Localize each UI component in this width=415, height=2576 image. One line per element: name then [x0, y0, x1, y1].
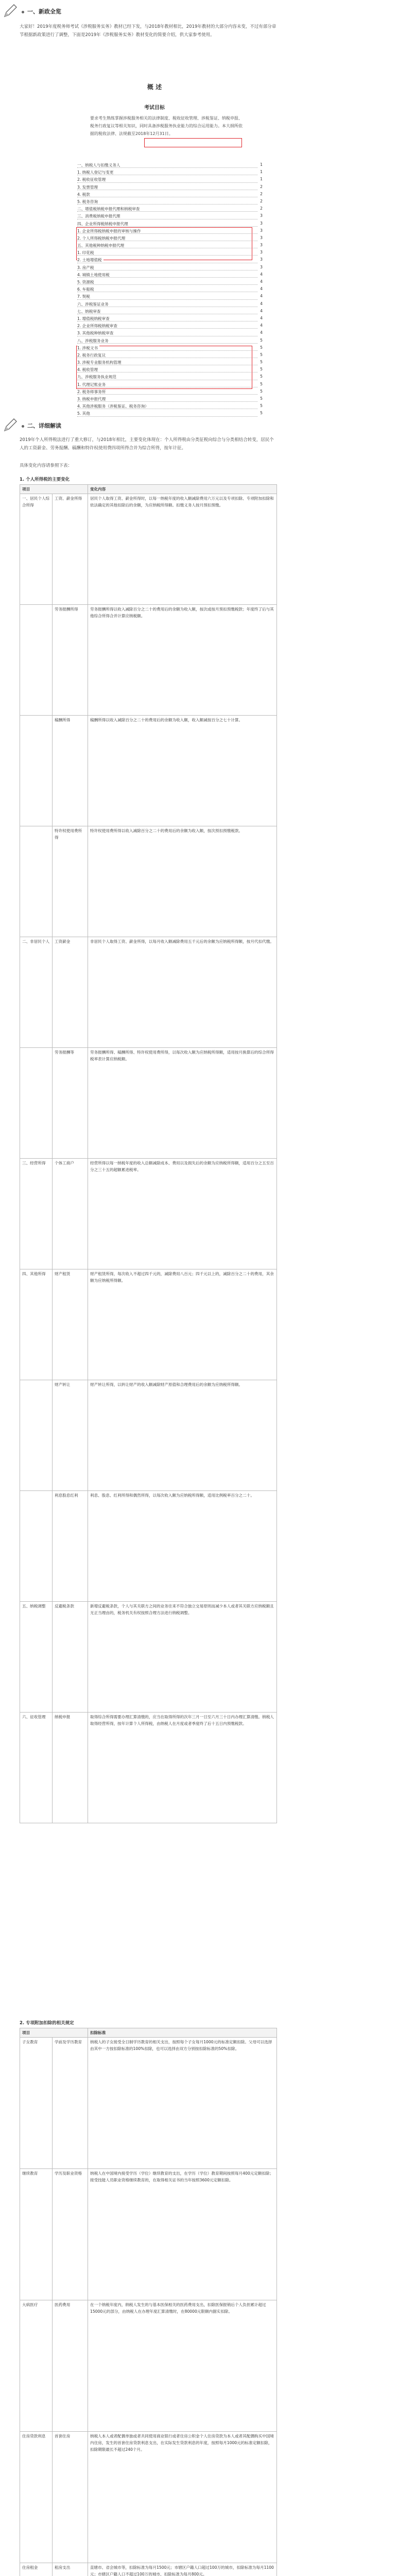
syllabus-item-page: 3: [260, 228, 263, 233]
syllabus-item: [77, 309, 273, 316]
syllabus-item-page: 2: [260, 198, 263, 204]
syllabus-item-page: 4: [260, 330, 263, 335]
row-subcategory: 财产转让: [53, 1380, 88, 1491]
row-description: 新增反避税条款，个人与其关联方之间的业务往来不符合独立交易原则而减少本人或者其关联方应纳税额且无正当理由的，税务机关有权按照合理方法进行纳税调整。: [88, 1602, 277, 1713]
syllabus-item: [77, 265, 273, 272]
row-category: 一、居民个人综合所得: [20, 494, 53, 605]
syllabus-item: [77, 177, 273, 184]
syllabus-item-page: 5: [260, 411, 263, 416]
row-category: [20, 1491, 53, 1602]
syllabus-item-text: 1. 代理记账业务: [77, 382, 107, 387]
row-category: 四、其他所得: [20, 1269, 53, 1380]
syllabus-item: [77, 206, 273, 213]
table-row: [20, 937, 277, 1048]
row-category: [20, 1048, 53, 1159]
syllabus-item-page: 3: [260, 250, 263, 255]
syllabus-item: [77, 272, 273, 279]
row-subcategory: 学前及学历教育: [53, 2038, 88, 2169]
row-description: 取得综合所得需要办理汇算清缴的，应当在取得所得的次年三月一日至六月三十日内办理汇算清缴。纳税人取得经营所得，按年计算个人所得税，由纳税人在月度或者季度终了后十五日内预缴税款。: [88, 1713, 277, 1823]
syllabus-item-page: 5: [260, 345, 263, 350]
row-subcategory: 稿酬所得: [53, 716, 88, 826]
syllabus-item-text: 1. 企业所得税纳税申报的审核与操作: [77, 229, 143, 233]
row-description: 特许权使用费所得以收入减除百分之二十的费用后的余额为收入额，按次预扣预缴税款。: [88, 826, 277, 937]
table-row: [20, 1269, 277, 1380]
syllabus-item-page: 2: [260, 206, 263, 211]
section-title-1-text: 一、新政全览: [27, 8, 61, 15]
row-description: 在一个纳税年度内，纳税人发生的与基本医保相关的医药费用支出，扣除医保报销后个人负担累计超过15000元的部分，由纳税人在办理年度汇算清缴时，在80000元限额内据实扣除。: [88, 2300, 277, 2432]
table1-title: 1. 个人所得税的主要变化: [20, 477, 70, 482]
leader-dots: [77, 182, 257, 183]
syllabus-item-text: 6. 车船税: [77, 287, 95, 292]
syllabus-paragraph: 要求考生熟练掌握涉税服务相关的法律制度、税收征收管理、涉税鉴证、纳税申报、税务行政复议等相关知识，同时具备涉税服务执业能力的综合运用能力。本大纲所依据的税收法律、法规截至2018年12月31日。: [90, 116, 243, 136]
row-category: [20, 826, 53, 937]
syllabus-item-page: 4: [260, 308, 263, 313]
row-category: 继续教育: [20, 2169, 53, 2300]
row-description: 非居民个人取得工资、薪金所得，以每月收入额减除费用五千元后的余额为应纳税所得额，按月代扣代缴。: [88, 937, 277, 1048]
table-row: [20, 1602, 277, 1713]
syllabus-item-text: 5. 税务咨询: [77, 199, 99, 204]
leader-dots: [77, 277, 257, 278]
table2-title: 2. 专项附加扣除的相关规定: [20, 2021, 74, 2026]
syllabus-item-text: 二、增值税纳税申报代理和纳税审查: [77, 207, 142, 211]
leader-dots: [77, 328, 257, 329]
syllabus-item: [77, 301, 273, 309]
column-header-item: 项目: [20, 2028, 88, 2038]
syllabus-item-text: 六、涉税鉴证业务: [77, 302, 110, 307]
section-title-1: [22, 7, 61, 15]
syllabus-item-page: 4: [260, 286, 263, 292]
syllabus-item-page: 1: [260, 170, 263, 175]
table-row: [20, 1713, 277, 1823]
syllabus-item-text: 3. 其他税种纳税审查: [77, 331, 115, 335]
syllabus-item-text: 九、涉税服务执业规范: [77, 375, 118, 379]
syllabus-item-page: 4: [260, 294, 263, 299]
syllabus-item-page: 3: [260, 257, 263, 262]
row-category: 三、经营所得: [20, 1159, 53, 1269]
syllabus-item-page: 3: [260, 264, 263, 269]
syllabus-item: [77, 199, 273, 206]
syllabus-item-text: 八、涉税服务业务: [77, 338, 110, 343]
row-category: 住房贷款利息: [20, 2432, 53, 2563]
income-tax-table: [20, 484, 277, 1823]
row-description: 财产租赁所得，每次收入不超过四千元的，减除费用八百元；四千元以上的，减除百分之二十的费用，其余额为应纳税所得额。: [88, 1269, 277, 1380]
highlight-box: [144, 138, 242, 147]
row-subcategory: 学历及职业资格: [53, 2169, 88, 2300]
row-description: 稿酬所得以收入减除百分之二十的费用后的余额为收入额，收入额减按百分之七十计算。: [88, 716, 277, 826]
row-description: 纳税人本人或者配偶单独或者共同使用商业银行或者住房公积金个人住房贷款为本人或者其配偶购买中国境内住房，发生的首套住房贷款利息支出，在实际发生贷款利息的年度，按照每月1000元的标准定额扣除，扣除期限最长不超过240个月。: [88, 2432, 277, 2563]
syllabus-item-text: 3. 纳税申报代理: [77, 397, 107, 401]
row-subcategory: 利息股息红利: [53, 1491, 88, 1602]
row-category: 住房租金: [20, 2563, 53, 2576]
syllabus-item-text: 5. 资源税: [77, 280, 95, 284]
syllabus-item-text: 1. 纳税人登记与变更: [77, 170, 115, 175]
row-subcategory: 反避税条款: [53, 1602, 88, 1713]
syllabus-item-text: 2. 税务行政复议: [77, 353, 107, 358]
syllabus-item-page: 5: [260, 388, 263, 394]
syllabus-item-page: 5: [260, 374, 263, 379]
syllabus-item: [77, 279, 273, 286]
pencil-icon: [2, 2, 19, 20]
column-header-standard: 扣除标准: [88, 2028, 277, 2038]
syllabus-item-page: 4: [260, 301, 263, 306]
syllabus-item-page: 5: [260, 367, 263, 372]
syllabus-item-text: 2. 税务师事务所: [77, 389, 107, 394]
row-description: 劳务报酬所得以收入减除百分之二十的费用后的余额为收入额，按次或按月预扣预缴税款；年度终了后与其他综合所得合并计算应纳税额。: [88, 605, 277, 716]
row-subcategory: 工资薪金: [53, 937, 88, 1048]
syllabus-item-text: 4. 其他涉税服务（涉税鉴证、税务咨询）: [77, 404, 150, 409]
leader-dots: [77, 416, 257, 417]
row-category: 六、征收管理: [20, 1713, 53, 1823]
table-row: [20, 2169, 277, 2300]
syllabus-item: [77, 396, 273, 403]
section-title-2: [22, 421, 61, 430]
syllabus-item-text: 七、纳税审查: [77, 309, 102, 314]
row-category: 子女教育: [20, 2038, 53, 2169]
row-description: 利息、股息、红利所得和偶然所得，以每次收入额为应纳税所得额，适用比例税率百分之二十。: [88, 1491, 277, 1602]
syllabus-item: [77, 330, 273, 337]
detail-paragraph-1: 2019年个人所得税法进行了重大修订，与2018年相比，主要变化体现在：个人所得税由分类征税向综合与分类相结合转变，居民个人的工资薪金、劳务报酬、稿酬和特许权使用费四项所得合并为综合所得，按年计征。: [20, 437, 274, 451]
syllabus-item-page: 4: [260, 323, 263, 328]
leader-dots: [77, 167, 257, 168]
leader-dots: [77, 394, 257, 395]
syllabus-item-text: 2. 税收征收管理: [77, 177, 107, 182]
syllabus-item-text: 7. 契税: [77, 294, 92, 299]
table-row: [20, 494, 277, 605]
row-description: 劳务报酬所得、稿酬所得、特许权使用费所得，以每次收入额为应纳税所得额，适用按月换算后的综合所得税率表计算应纳税额。: [88, 1048, 277, 1159]
row-subcategory: 首套住房: [53, 2432, 88, 2563]
syllabus-item: [77, 338, 273, 345]
detail-paragraph-2: 具体变化内容请参照下表：: [20, 463, 73, 468]
syllabus-item-text: 5. 其他: [77, 411, 92, 416]
section-title-2-text: 二、详细解读: [27, 422, 61, 429]
syllabus-item-page: 5: [260, 337, 263, 343]
syllabus-item-page: 3: [260, 243, 263, 248]
syllabus-item-text: 2. 土地增值税: [77, 258, 103, 262]
table-row: [20, 1491, 277, 1602]
row-description: 纳税人在中国境内接受学历（学位）继续教育的支出，在学历（学位）教育期间按照每月400元定额扣除；接受技能人员职业资格继续教育的，在取得相关证书的当年按照3600元定额扣除。: [88, 2169, 277, 2300]
column-header-item: 项目: [20, 485, 88, 494]
row-category: 大病医疗: [20, 2300, 53, 2432]
syllabus-item-text: 1. 涉税文书: [77, 346, 99, 350]
leader-dots: [77, 299, 257, 300]
syllabus-item: [77, 389, 273, 396]
syllabus-item-text: 4. 税款: [77, 192, 92, 197]
syllabus-item-text: 1. 增值税纳税审查: [77, 316, 111, 321]
syllabus-item-text: 1. 印花税: [77, 250, 95, 255]
syllabus-item: [77, 184, 273, 192]
row-description: 居民个人取得工资、薪金所得时，以每一纳税年度的收入额减除费用六万元以及专项扣除、专项附加扣除和依法确定的其他扣除后的余额，为应纳税所得额。扣缴义务人按月预扣预缴。: [88, 494, 277, 605]
syllabus-item: [77, 192, 273, 199]
table-header-row: [20, 2028, 277, 2038]
syllabus-item-text: 三、消费税纳税申报代理: [77, 214, 122, 218]
table-row: [20, 2038, 277, 2169]
syllabus-item-page: 1: [260, 162, 263, 167]
syllabus-item-text: 2. 企业所得税纳税审查: [77, 324, 119, 328]
table-row: [20, 605, 277, 716]
syllabus-item-page: 1: [260, 177, 263, 182]
row-subcategory: 劳务报酬等: [53, 1048, 88, 1159]
syllabus-title: 概 述: [147, 83, 162, 91]
intro-paragraph: 大家好！2019年度税务师考试《涉税服务实务》教材已经下发，与2018年教材相比，2019年教材的大部分内容未变，不过有部分章节根据新政策进行了调整，下面是2019年《涉税服务实务》教材变化的简要介绍，供大家参考使用。: [20, 24, 276, 38]
column-header-content: 变化内容: [88, 485, 277, 494]
table-row: [20, 1159, 277, 1269]
row-description: 财产转让所得，以转让财产的收入额减除财产原值和合理费用后的余额为应纳税所得额。: [88, 1380, 277, 1491]
table-row: [20, 826, 277, 937]
syllabus-item-page: 2: [260, 191, 263, 196]
table-header-row: [20, 485, 277, 494]
syllabus-item-text: 4. 城镇土地使用税: [77, 273, 111, 277]
row-subcategory: 个体工商户: [53, 1159, 88, 1269]
syllabus-item-text: 3. 涉税专业服务机构管理: [77, 360, 123, 365]
syllabus-item-text: 2. 个人所得税纳税申报代理: [77, 236, 127, 241]
syllabus-item-page: 5: [260, 360, 263, 365]
syllabus-item: [77, 213, 273, 221]
row-description: 直辖市、省会城市等，扣除标准为每月1500元；市辖区户籍人口超过100万的城市，扣除标准为每月1100元；市辖区户籍人口不超过100万的城市，扣除标准为每月800元。: [88, 2563, 277, 2576]
row-subcategory: 劳务报酬所得: [53, 605, 88, 716]
row-category: [20, 605, 53, 716]
syllabus-item: [77, 170, 273, 177]
row-category: 二、非居民个人: [20, 937, 53, 1048]
syllabus-item: [77, 316, 273, 323]
leader-dots: [77, 284, 257, 285]
syllabus-item: [77, 411, 273, 418]
leader-dots: [77, 211, 257, 212]
syllabus-item: [77, 323, 273, 330]
syllabus-page: [36, 77, 273, 417]
syllabus-item-page: 2: [260, 184, 263, 189]
syllabus-item-page: 5: [260, 352, 263, 357]
syllabus-subtitle: 考试目标: [144, 105, 165, 111]
syllabus-item: [77, 294, 273, 301]
syllabus-item-page: 3: [260, 213, 263, 218]
syllabus-item-page: 5: [260, 403, 263, 409]
row-subcategory: 医药费用: [53, 2300, 88, 2432]
syllabus-item-page: 3: [260, 221, 263, 226]
row-subcategory: 租房支出: [53, 2563, 88, 2576]
syllabus-item-page: 3: [260, 235, 263, 240]
leader-dots: [77, 204, 257, 205]
row-subcategory: 特许权使用费所得: [53, 826, 88, 937]
syllabus-item-text: 四、企业所得税纳税申报代理: [77, 222, 130, 226]
row-subcategory: 纳税申报: [53, 1713, 88, 1823]
row-description: 纳税人的子女接受全日制学历教育的相关支出，按照每个子女每月1000元的标准定额扣除。父母可以选择由其中一方按扣除标准的100%扣除，也可以选择由双方分别按扣除标准的50%扣除。: [88, 2038, 277, 2169]
table-row: [20, 2300, 277, 2432]
syllabus-item-page: 5: [260, 396, 263, 401]
table-row: [20, 716, 277, 826]
row-subcategory: 财产租赁: [53, 1269, 88, 1380]
leader-dots: [77, 401, 257, 402]
syllabus-item: [77, 162, 273, 170]
syllabus-item-text: 一、纳税人与扣缴义务人: [77, 163, 122, 167]
table-row: [20, 2563, 277, 2576]
syllabus-item-page: 5: [260, 381, 263, 386]
syllabus-item: [77, 403, 273, 411]
syllabus-item-text: 3. 发票管理: [77, 185, 99, 190]
row-category: 五、纳税调整: [20, 1602, 53, 1713]
syllabus-item-text: 4. 税收管理: [77, 367, 99, 372]
syllabus-item-text: 3. 房产税: [77, 265, 95, 270]
special-deduction-table: [20, 2028, 277, 2576]
table-row: [20, 1048, 277, 1159]
syllabus-item: [77, 286, 273, 294]
syllabus-item-page: 4: [260, 315, 263, 320]
syllabus-item-page: 4: [260, 279, 263, 284]
row-category: [20, 1380, 53, 1491]
row-subcategory: 工资、薪金所得: [53, 494, 88, 605]
row-description: 经营所得以每一纳税年度的收入总额减除成本、费用以及损失后的余额为应纳税所得额，适用百分之五至百分之三十五的超额累进税率。: [88, 1159, 277, 1269]
table-row: [20, 1380, 277, 1491]
row-category: [20, 716, 53, 826]
pencil-icon: [2, 416, 19, 434]
syllabus-item-text: 五、其他税种纳税申报代理: [77, 243, 126, 248]
syllabus-item-page: 4: [260, 272, 263, 277]
table-row: [20, 2432, 277, 2563]
